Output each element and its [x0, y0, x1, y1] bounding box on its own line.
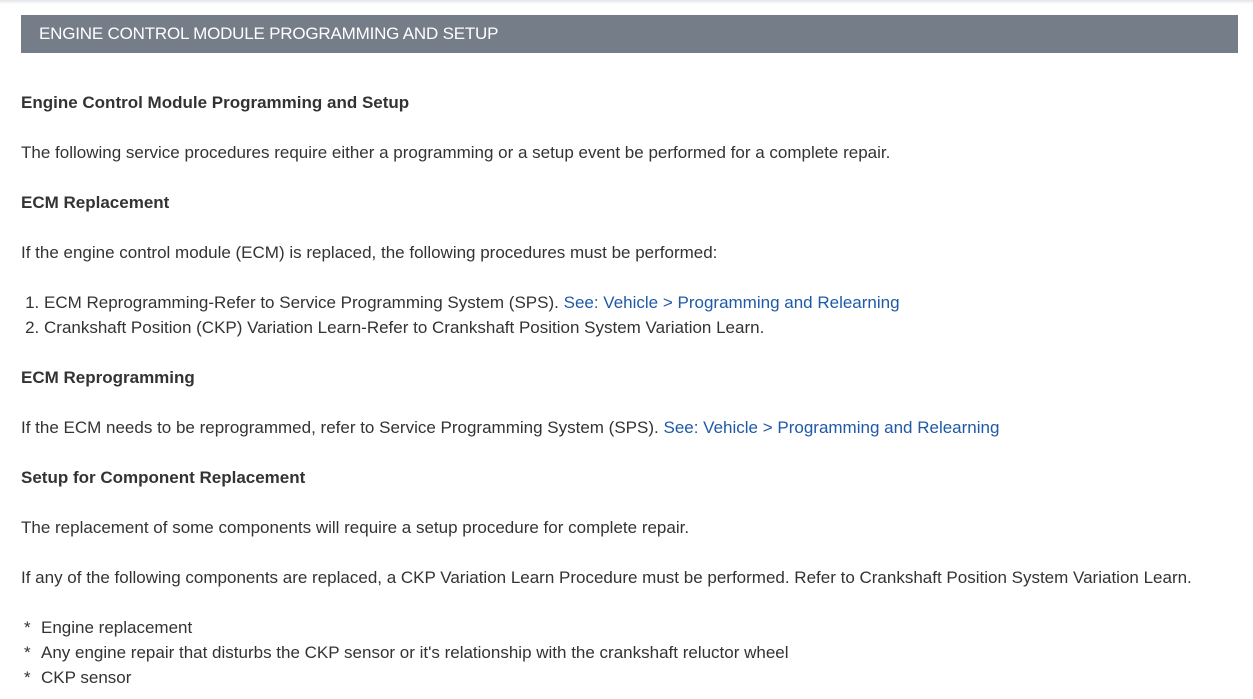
ecm-reprogramming-paragraph — [21, 415, 1246, 440]
section-header-bar — [21, 15, 1238, 53]
main-heading: Engine Control Module Programming and Setup — [21, 93, 410, 112]
component-list — [21, 615, 1246, 690]
bullet-star: * — [24, 643, 31, 662]
list-item-text: CKP sensor — [41, 668, 132, 687]
section-header-title: ENGINE CONTROL MODULE PROGRAMMING AND SETUP — [39, 24, 499, 43]
list-item — [24, 665, 1246, 690]
ecm-replacement-steps — [21, 290, 1246, 340]
list-item — [44, 290, 1246, 315]
ecm-reprogramming-text: If the ECM needs to be reprogrammed, refer to Service Programming System (SPS). — [21, 418, 659, 437]
ckp-variation-text: If any of the following components are replaced, a CKP Variation Learn Procedure must be performed. Refer to Crankshaft Position System Variation Learn. — [21, 568, 1192, 587]
setup-component-text: The replacement of some components will require a setup procedure for complete repair. — [21, 518, 690, 537]
programming-relearning-link[interactable]: See: Vehicle > Programming and Relearning — [563, 293, 900, 312]
bullet-star: * — [24, 618, 31, 637]
top-shadow — [0, 0, 1253, 4]
document-body — [21, 90, 1246, 690]
setup-component-heading: Setup for Component Replacement — [21, 468, 306, 487]
step-text: Crankshaft Position (CKP) Variation Learn-Refer to Crankshaft Position System Variation Learn. — [44, 318, 765, 337]
step-text: ECM Reprogramming-Refer to Service Programming System (SPS). — [44, 293, 559, 312]
list-item — [24, 615, 1246, 640]
programming-relearning-link[interactable]: See: Vehicle > Programming and Relearning — [663, 418, 1000, 437]
bullet-star: * — [24, 668, 31, 687]
ecm-replacement-text: If the engine control module (ECM) is replaced, the following procedures must be performed: — [21, 243, 718, 262]
list-item — [24, 640, 1246, 665]
ecm-replacement-heading: ECM Replacement — [21, 193, 170, 212]
list-item — [44, 315, 1246, 340]
intro-paragraph: The following service procedures require either a programming or a setup event be performed for a complete repair. — [21, 143, 891, 162]
list-item-text: Engine replacement — [41, 618, 193, 637]
ecm-reprogramming-heading: ECM Reprogramming — [21, 368, 195, 387]
list-item-text: Any engine repair that disturbs the CKP sensor or it's relationship with the crankshaft reluctor wheel — [41, 643, 789, 662]
